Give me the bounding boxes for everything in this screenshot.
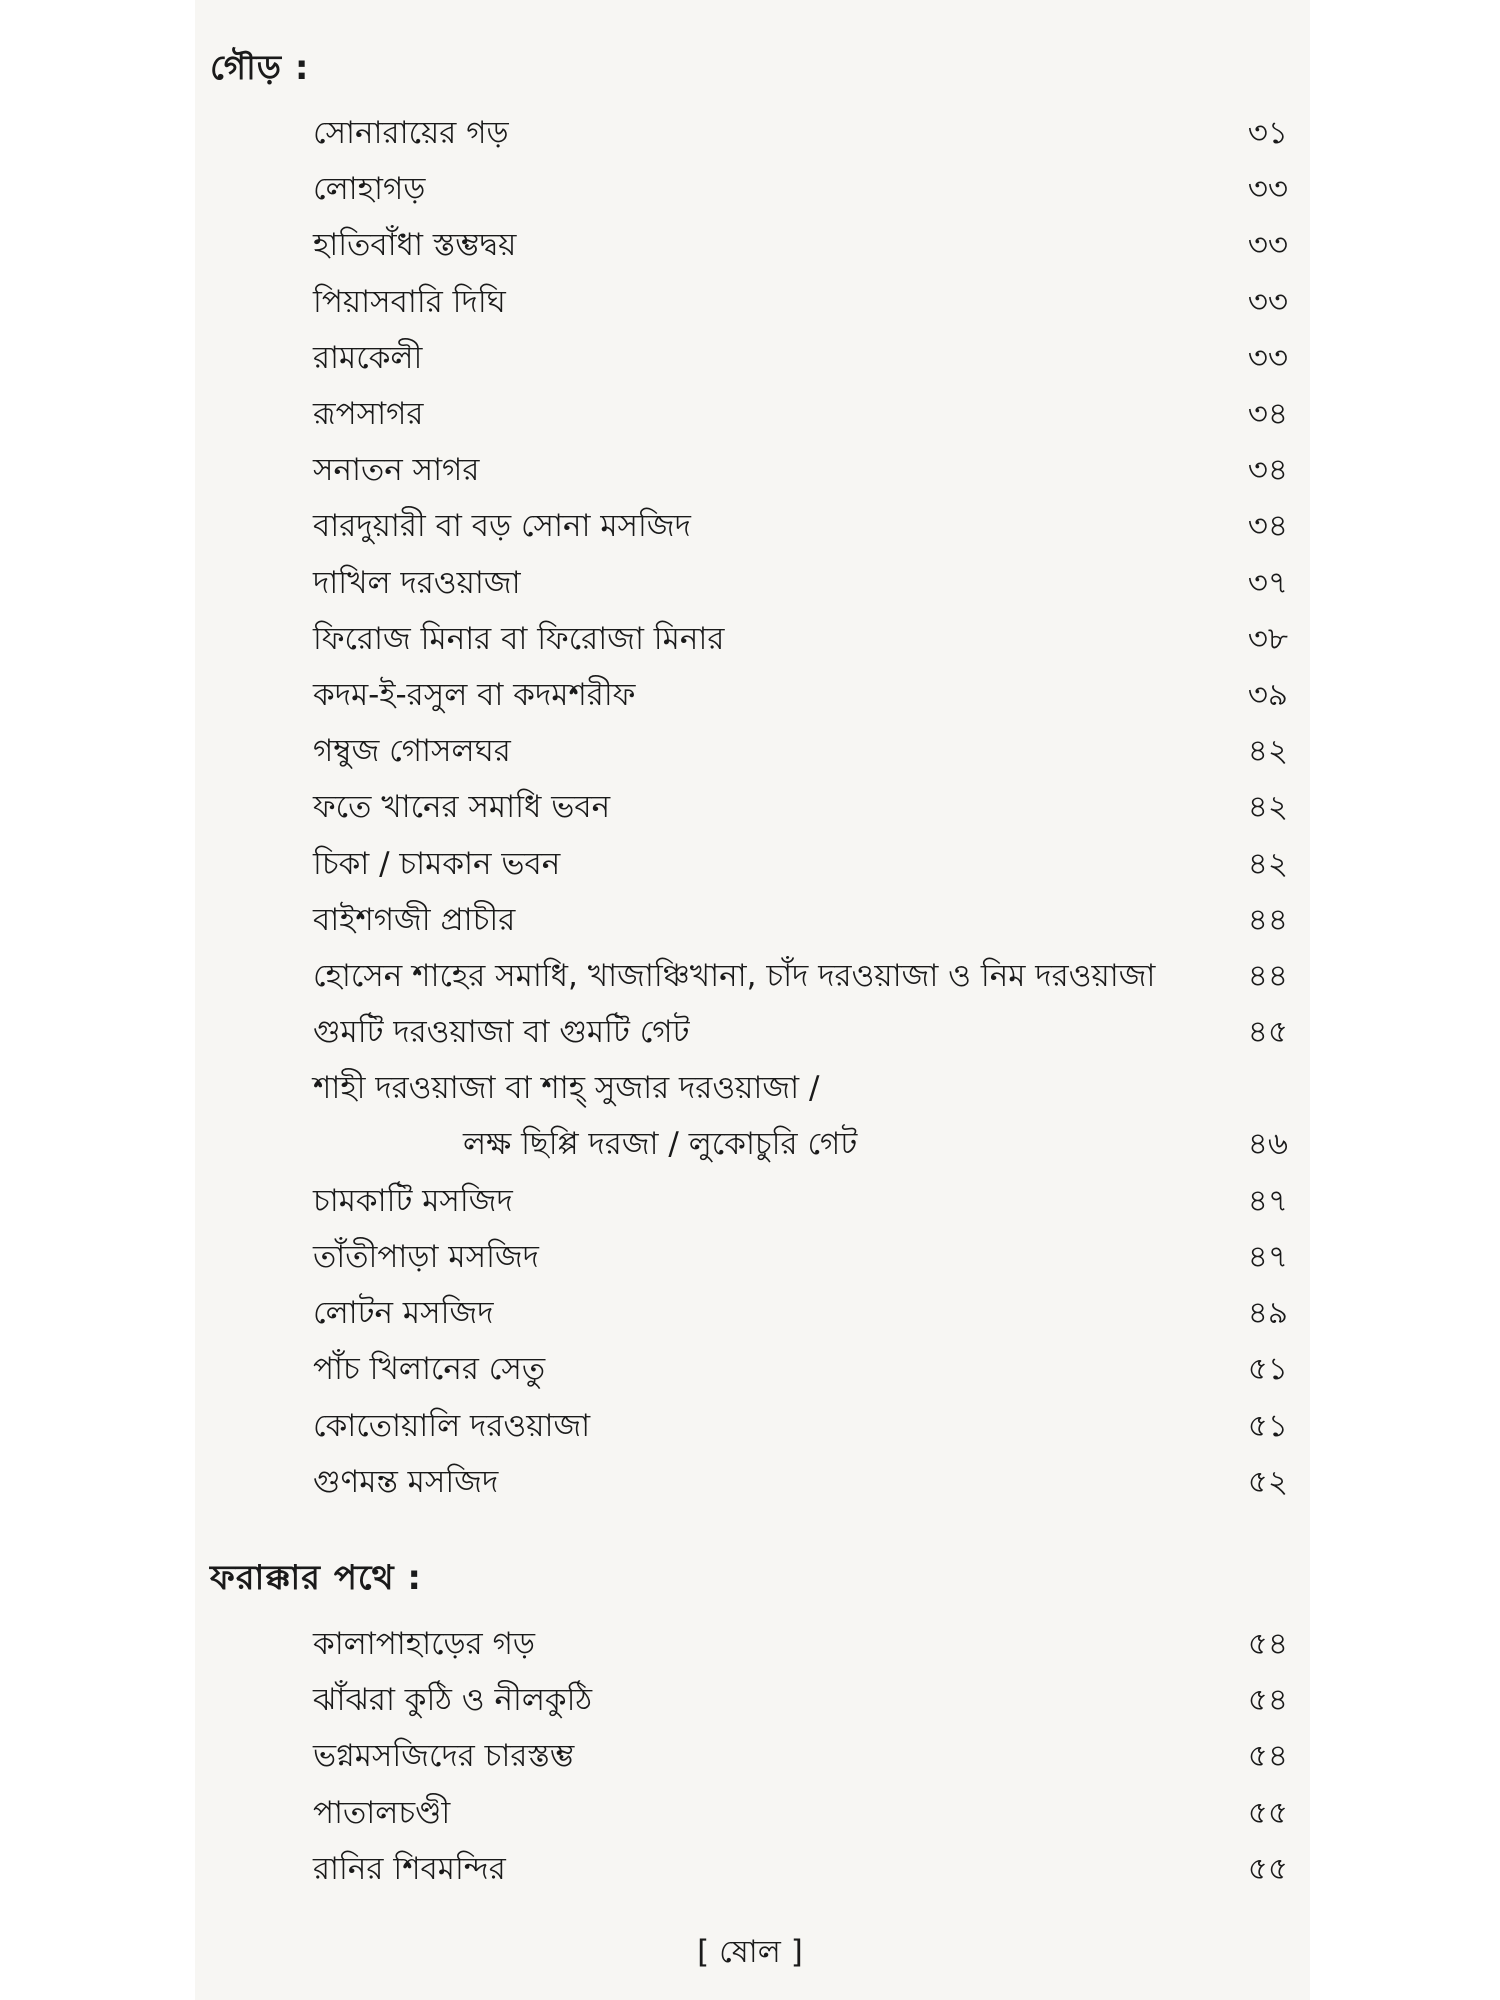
toc-entry-page-number: ৫৫ — [1247, 1795, 1288, 1831]
toc-entry-title: চিকা / চামকান ভবন — [313, 846, 561, 882]
toc-entry — [313, 162, 1293, 216]
toc-entry-title: পাতালচণ্ডী — [313, 1795, 451, 1831]
toc-entry-page-number: ৪৪ — [1247, 902, 1288, 938]
toc-entry-page-number: ৫৪ — [1247, 1682, 1288, 1718]
toc-entry-page-number: ৪৭ — [1247, 1239, 1288, 1275]
toc-entry — [313, 1399, 1293, 1453]
page-number-footer: [ ষোল ] — [697, 1934, 803, 1970]
toc-entry-page-number: ৩৭ — [1247, 565, 1288, 601]
toc-entry-title: ফিরোজ মিনার বা ফিরোজা মিনার — [313, 621, 725, 657]
toc-entry-title: শাহী দরওয়াজা বা শাহ্ সুজার দরওয়াজা / — [313, 1070, 820, 1106]
toc-entry — [313, 218, 1293, 272]
toc-entry-title: ঝাঁঝরা কুঠি ও নীলকুঠি — [313, 1682, 593, 1718]
toc-entry — [313, 443, 1293, 497]
toc-entry-title: তাঁতীপাড়া মসজিদ — [313, 1239, 539, 1275]
toc-entry — [313, 612, 1293, 666]
toc-entry-page-number: ৩৩ — [1247, 340, 1288, 376]
toc-entry-page-number: ৫১ — [1247, 1408, 1288, 1444]
toc-entry — [313, 499, 1293, 553]
toc-entry-page-number: ৩৩ — [1247, 171, 1288, 207]
toc-entry-title: ভগ্নমসজিদের চারস্তম্ভ — [313, 1738, 575, 1774]
toc-entry-page-number: ৪৯ — [1247, 1295, 1288, 1331]
toc-entry — [313, 780, 1293, 834]
toc-entry — [313, 1673, 1293, 1727]
toc-entry — [313, 1061, 1293, 1162]
toc-entry-title: সনাতন সাগর — [313, 452, 480, 488]
toc-entry-title: রূপসাগর — [313, 396, 424, 432]
toc-entry-page-number: ৩৯ — [1247, 677, 1288, 713]
toc-entry-title: কদম-ই-রসুল বা কদমশরীফ — [313, 677, 636, 713]
toc-entry — [313, 1617, 1293, 1671]
toc-entry-title: সোনারায়ের গড় — [313, 115, 509, 151]
toc-entry — [313, 106, 1293, 160]
toc-entry-title: লোহাগড় — [313, 171, 426, 207]
toc-entry-title: কোতোয়ালি দরওয়াজা — [313, 1408, 591, 1444]
toc-entry — [313, 1174, 1293, 1228]
toc-entry-title: লোটন মসজিদ — [313, 1295, 494, 1331]
toc-entry-page-number: ৫১ — [1247, 1351, 1288, 1387]
toc-entry-title: গুমটি দরওয়াজা বা গুমটি গেট — [313, 1014, 690, 1050]
toc-entry-page-number: ৫৪ — [1247, 1738, 1288, 1774]
toc-entry — [313, 724, 1293, 778]
toc-entry-title: রামকেলী — [313, 340, 423, 376]
toc-entry-title-continued: লক্ষ ছিপ্পি দরজা / লুকোচুরি গেট — [463, 1126, 858, 1162]
toc-entry-page-number: ৩৮ — [1247, 621, 1288, 657]
toc-entry — [313, 893, 1293, 947]
toc-entry-title: দাখিল দরওয়াজা — [313, 565, 521, 601]
toc-entry-page-number: ৪৪ — [1247, 958, 1288, 994]
toc-entry-title: পিয়াসবারি দিঘি — [313, 284, 506, 320]
toc-entry-page-number: ৫২ — [1247, 1464, 1288, 1500]
toc-entry-title: গম্বুজ গোসলঘর — [313, 733, 511, 769]
toc-entry-page-number: ৩৪ — [1247, 396, 1288, 432]
toc-entry-page-number: ৪৭ — [1247, 1183, 1288, 1219]
toc-entry — [313, 837, 1293, 891]
toc-entry-page-number: ৪২ — [1247, 846, 1288, 882]
toc-entry-page-number: ৪২ — [1247, 733, 1288, 769]
toc-entry-title: হাতিবাঁধা স্তম্ভদ্বয় — [313, 227, 517, 263]
toc-entry-page-number: ৩৩ — [1247, 284, 1288, 320]
toc-entry-page-number: ৫৫ — [1247, 1851, 1288, 1887]
toc-entry — [313, 1005, 1293, 1059]
toc-entry — [313, 1230, 1293, 1284]
toc-entry — [313, 1455, 1293, 1509]
toc-entry-page-number: ৩১ — [1247, 115, 1288, 151]
toc-entry-title: হোসেন শাহের সমাধি, খাজাঞ্চিখানা, চাঁদ দরওয়াজা ও নিম দরওয়াজা — [313, 958, 1156, 994]
toc-entry — [313, 331, 1293, 385]
toc-entry-title: গুণমন্ত মসজিদ — [313, 1464, 499, 1500]
toc-entry — [313, 668, 1293, 722]
toc-entry — [313, 275, 1293, 329]
toc-entry — [313, 949, 1293, 1003]
toc-entry — [313, 1342, 1293, 1396]
toc-entry-page-number: ৩৪ — [1247, 508, 1288, 544]
toc-entry — [313, 1786, 1293, 1840]
toc-entry — [313, 556, 1293, 610]
toc-entry — [313, 1729, 1293, 1783]
section-heading-farakka: ফরাক্কার পথে : — [210, 1558, 423, 1598]
toc-entry-page-number: ৩৩ — [1247, 227, 1288, 263]
toc-entry-page-number: ৫৪ — [1247, 1626, 1288, 1662]
toc-entry — [313, 1842, 1293, 1896]
toc-entry-page-number: ৩৪ — [1247, 452, 1288, 488]
toc-entry-page-number: ৪৬ — [1247, 1126, 1288, 1162]
section-heading-gaur: গৌড় : — [210, 48, 310, 88]
toc-entry — [313, 387, 1293, 441]
toc-entry — [313, 1286, 1293, 1340]
toc-entry-page-number: ৪২ — [1247, 789, 1288, 825]
toc-entry-title: রানির শিবমন্দির — [313, 1851, 506, 1887]
toc-entry-title: বাইশগজী প্রাচীর — [313, 902, 516, 938]
toc-entry-title: বারদুয়ারী বা বড় সোনা মসজিদ — [313, 508, 691, 544]
toc-entry-title: কালাপাহাড়ের গড় — [313, 1626, 536, 1662]
toc-entry-title: ফতে খানের সমাধি ভবন — [313, 789, 611, 825]
toc-entry-title: পাঁচ খিলানের সেতু — [313, 1351, 546, 1387]
toc-entry-page-number: ৪৫ — [1247, 1014, 1288, 1050]
toc-entry-title: চামকাটি মসজিদ — [313, 1183, 513, 1219]
